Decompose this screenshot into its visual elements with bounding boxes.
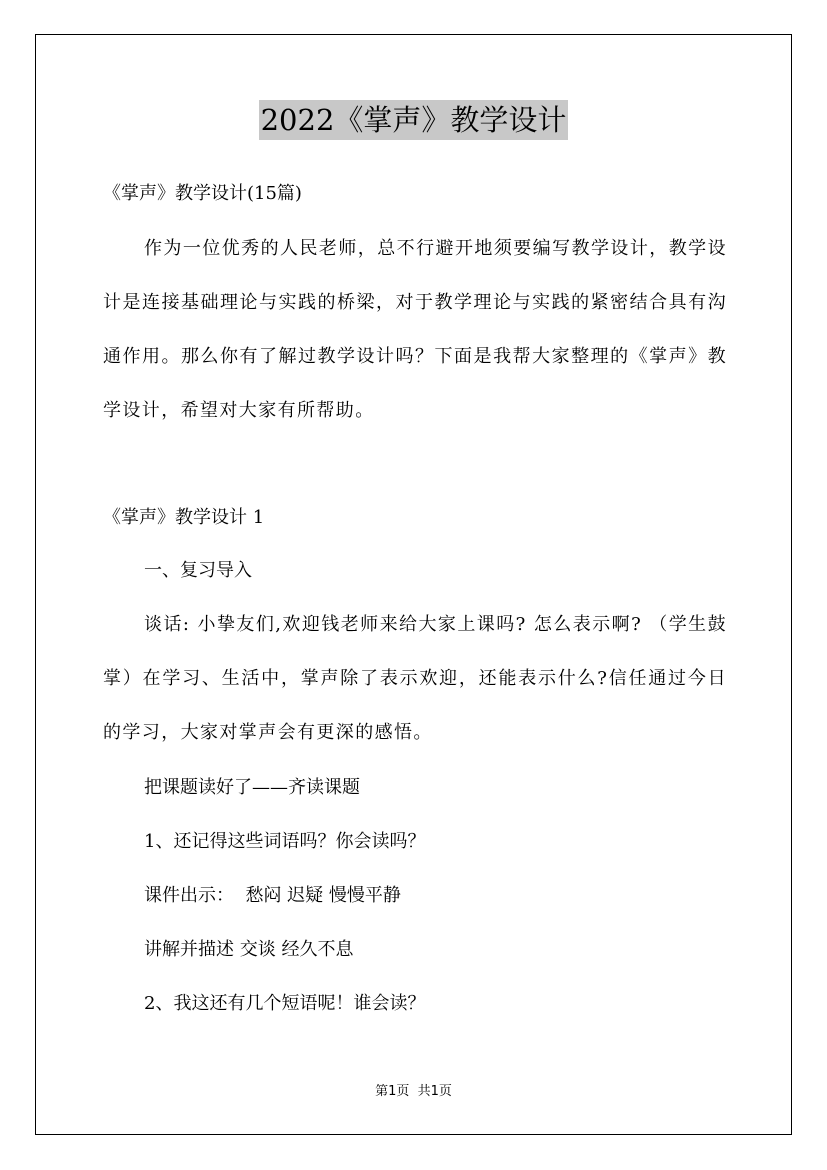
- document-title: 2022《掌声》教学设计: [259, 100, 569, 140]
- read-title-line: 把课题读好了——齐读课题: [144, 777, 360, 798]
- title-container: [0, 100, 827, 140]
- page-number: 第1页 共1页: [375, 1084, 452, 1099]
- step-heading: 一、复习导入: [144, 560, 252, 581]
- talk-paragraph: 谈话: 小挚友们,欢迎钱老师来给大家上课吗? 怎么表示啊? （学生鼓掌）在学习、生活中，掌声除了表示欢迎，还能表示什么?信任通过今日的学习，大家对掌声会有更深的感悟。: [103, 614, 727, 743]
- courseware-line: 课件出示： 愁闷 迟疑 慢慢平静: [144, 885, 401, 906]
- document-subtitle: 《掌声》教学设计(15篇): [103, 183, 302, 204]
- page-footer: [0, 1083, 827, 1101]
- explain-line: 讲解并描述 交谈 经久不息: [144, 939, 354, 960]
- list-item: 2、我这还有几个短语呢！谁会读？: [144, 993, 426, 1014]
- list-item: 1、还记得这些词语吗？你会读吗？: [144, 831, 426, 852]
- intro-paragraph: 作为一位优秀的人民老师，总不行避开地须要编写教学设计，教学设计是连接基础理论与实践的桥梁，对于教学理论与实践的紧密结合具有沟通作用。那么你有了解过教学设计吗？下面是我帮大家整理的《掌声》教学设计，希望对大家有所帮助。: [103, 238, 727, 421]
- section-heading: 《掌声》教学设计 1: [103, 507, 265, 528]
